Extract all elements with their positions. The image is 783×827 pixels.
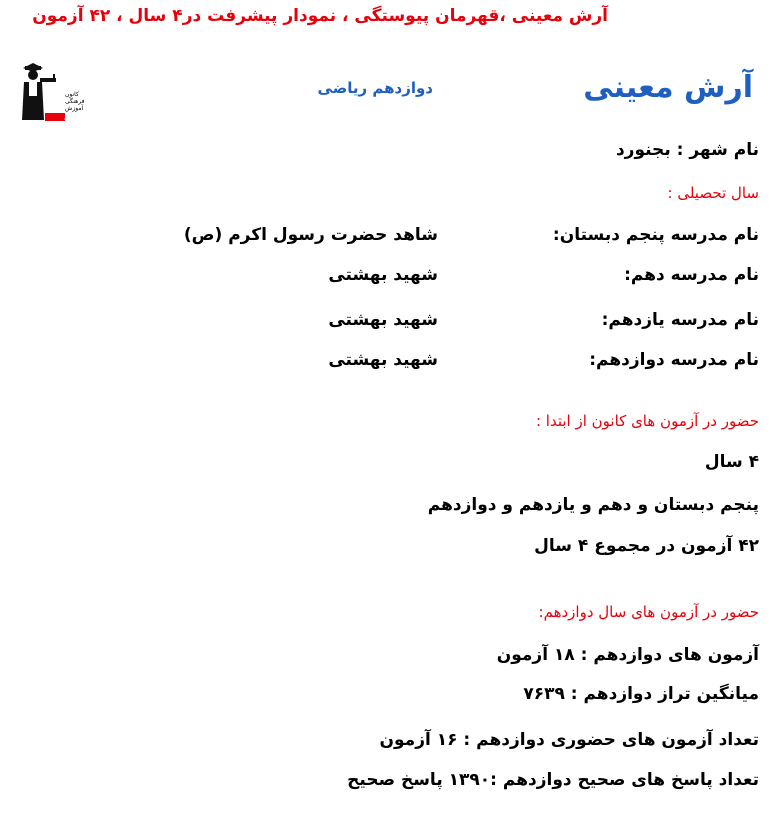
svg-text:آموزش: آموزش [65, 105, 84, 112]
kanoon-logo-icon [20, 60, 85, 122]
school-label-grade10: نام مدرسه دهم: [624, 265, 759, 285]
school-label-grade11: نام مدرسه یازدهم: [601, 310, 759, 330]
school-value-grade10: شهید بهشتی [328, 265, 438, 285]
school-label-grade12: نام مدرسه دوازدهم: [589, 350, 759, 370]
school-value-grade5: شاهد حضرت رسول اکرم (ص) [183, 225, 438, 245]
svg-text:فرهنگی: فرهنگی [65, 98, 85, 105]
attendance-heading: حضور در آزمون های کانون از ابتدا : [535, 412, 759, 430]
grade12-exams: آزمون های دوازدهم : ۱۸ آزمون [496, 645, 759, 665]
kanoon-logo [20, 60, 85, 122]
school-value-grade12: شهید بهشتی [328, 350, 438, 370]
attendance-total: ۴۲ آزمون در مجموع ۴ سال [534, 536, 759, 556]
attendance-grades: پنجم دبستان و دهم و یازدهم و دوازدهم [427, 495, 759, 515]
grade12-in-person-exams: تعداد آزمون های حضوری دوازدهم : ۱۶ آزمون [379, 730, 759, 750]
grade12-correct-answers: تعداد پاسخ های صحیح دوازدهم :۱۳۹۰ پاسخ صحیح [347, 770, 759, 790]
academic-year-heading: سال تحصیلی : [667, 184, 759, 202]
grade12-heading: حضور در آزمون های سال دوازدهم: [538, 603, 759, 621]
svg-text:کانون: کانون [65, 91, 79, 98]
field-of-study: دوازدهم ریاضی [317, 79, 433, 97]
student-name: آرش معینی [583, 70, 753, 105]
svg-text:قلم چی: قلم چی [64, 115, 81, 122]
school-label-grade5: نام مدرسه پنجم دبستان: [552, 225, 759, 245]
page-title: آرش معینی ،قهرمان پیوستگی ، نمودار پیشرفت در۴ سال ، ۴۲ آزمون [32, 6, 608, 26]
grade12-average-score: میانگین تراز دوازدهم : ۷۶۳۹ [523, 684, 759, 704]
city-line: نام شهر : بجنورد [615, 140, 759, 160]
school-value-grade11: شهید بهشتی [328, 310, 438, 330]
attendance-years: ۴ سال [704, 452, 759, 472]
